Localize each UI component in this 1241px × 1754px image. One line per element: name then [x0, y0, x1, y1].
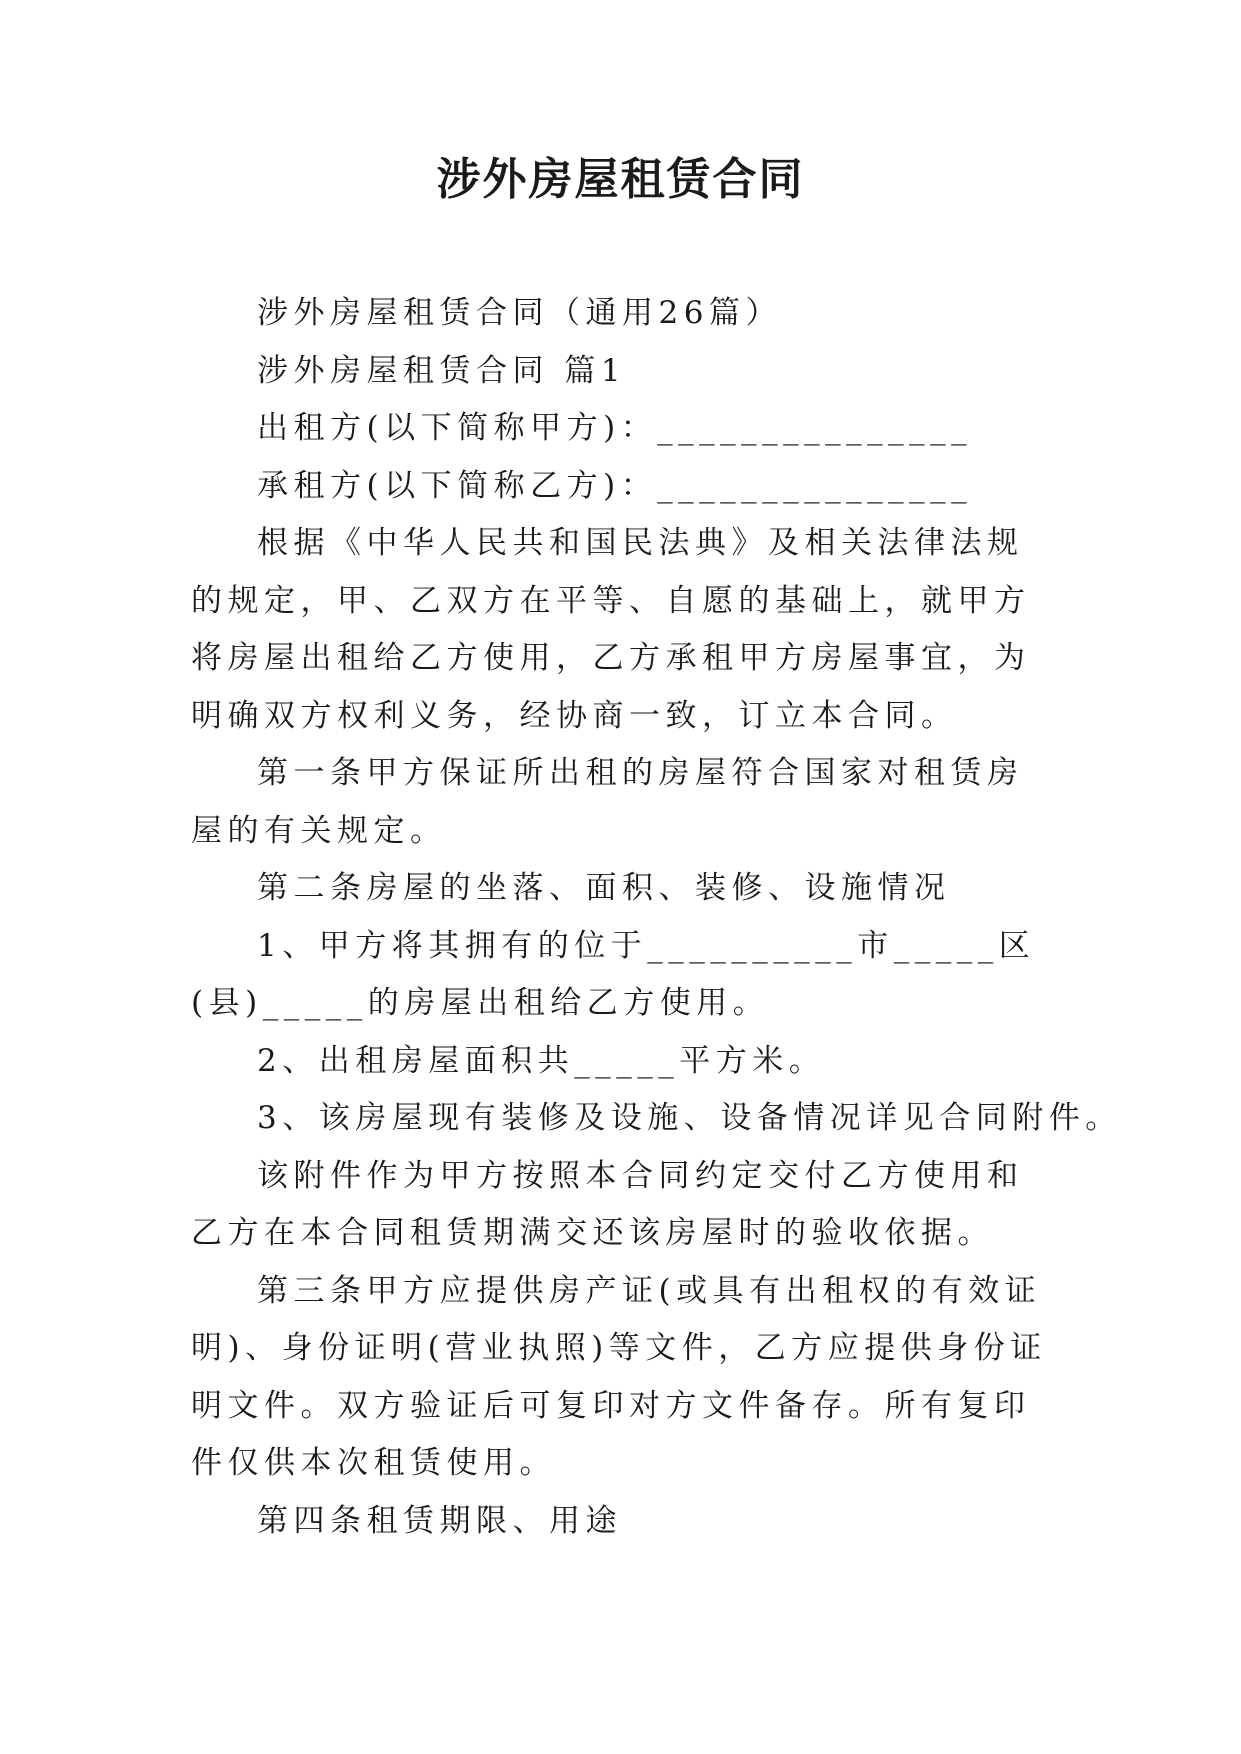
paragraph: 该附件作为甲方按照本合同约定交付乙方使用和乙方在本合同租赁期满交还该房屋时的验收依据。 — [191, 1157, 1024, 1251]
paragraph: 第四条租赁期限、用途 — [257, 1502, 622, 1539]
document-body — [191, 285, 1122, 1550]
paragraph: 承租方(以下简称乙方)：_______________ — [257, 467, 973, 504]
document-title: 涉外房屋租赁合同 — [436, 154, 805, 205]
paragraph: 涉外房屋租赁合同 篇1 — [257, 352, 627, 389]
paragraph: 3、该房屋现有装修及设施、设备情况详见合同附件。 — [257, 1100, 1122, 1136]
paragraph: 第一条甲方保证所出租的房屋符合国家对租赁房屋的有关规定。 — [191, 755, 1024, 849]
paragraph: 1、甲方将其拥有的位于__________市_____区(县)_____的房屋出租给乙方使用。 — [191, 927, 1036, 1021]
paragraph: 2、出租房屋面积共_____平方米。 — [257, 1042, 826, 1079]
paragraph: 第三条甲方应提供房产证(或具有出租权的有效证明)、身份证明(营业执照)等文件，乙方应提供身份证明文件。双方验证后可复印对方文件备存。所有复印件仅供本次租赁使用。 — [191, 1272, 1047, 1481]
paragraph: 根据《中华人民共和国民法典》及相关法律法规的规定，甲、乙双方在平等、自愿的基础上，就甲方将房屋出租给乙方使用，乙方承租甲方房屋事宜，为明确双方权利义务，经协商一致，订立本合同。 — [191, 525, 1031, 734]
paragraph: 涉外房屋租赁合同（通用26篇） — [257, 295, 782, 331]
paragraph: 出租方(以下简称甲方)：_______________ — [257, 410, 973, 446]
paragraph: 第二条房屋的坐落、面积、装修、设施情况 — [257, 870, 951, 906]
